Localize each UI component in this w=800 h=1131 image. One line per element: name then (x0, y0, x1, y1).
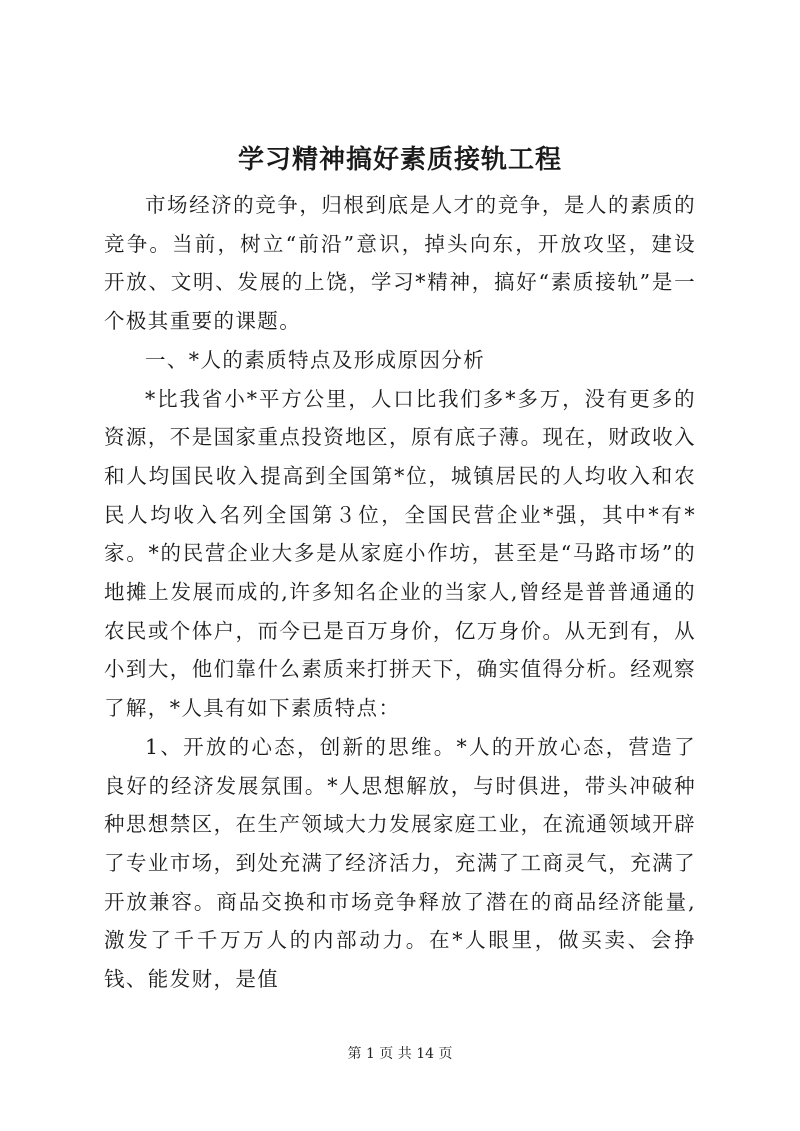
paragraph-point-1: 1、开放的心态，创新的思维。*人的开放心态，营造了良好的经济发展氛围。*人思想解放，与时俱进，带头冲破种种思想禁区，在生产领域大力发展家庭工业，在流通领域开辟了专业市场，到处充满了经济活力，充满了工商灵气，充满了开放兼容。商品交换和市场竞争释放了潜在的商品经济能量,激发了千千万万人的内部动力。在*人眼里，做买卖、会挣钱、能发财，是值 (104, 734, 696, 992)
document-body (104, 186, 696, 999)
paragraph-analysis: *比我省小*平方公里，人口比我们多*多万，没有更多的资源，不是国家重点投资地区，原有底子薄。现在，财政收入和人均国民收入提高到全国第*位，城镇居民的人均收入和农民人均收入名列全国第３位，全国民营企业*强，其中*有*家。*的民营企业大多是从家庭小作坊，甚至是“马路市场”的地摊上发展而成的,许多知名企业的当家人,曾经是普普通通的农民或个体户，而今已是百万身价，亿万身价。从无到有，从小到大，他们靠什么素质来打拼天下，确实值得分析。经观察了解，*人具有如下素质特点： (104, 386, 696, 721)
document-title: 学习精神搞好素质接轨工程 (237, 145, 562, 175)
page-number: 第 1 页 共 14 页 (347, 1046, 453, 1062)
paragraph-intro: 市场经济的竞争，归根到底是人才的竞争，是人的素质的竞争。当前，树立“前沿”意识，掉头向东，开放攻坚，建设开放、文明、发展的上饶，学习*精神，搞好“素质接轨”是一个极其重要的课题。 (104, 193, 696, 334)
section-heading: 一、*人的素质特点及形成原因分析 (145, 347, 486, 372)
